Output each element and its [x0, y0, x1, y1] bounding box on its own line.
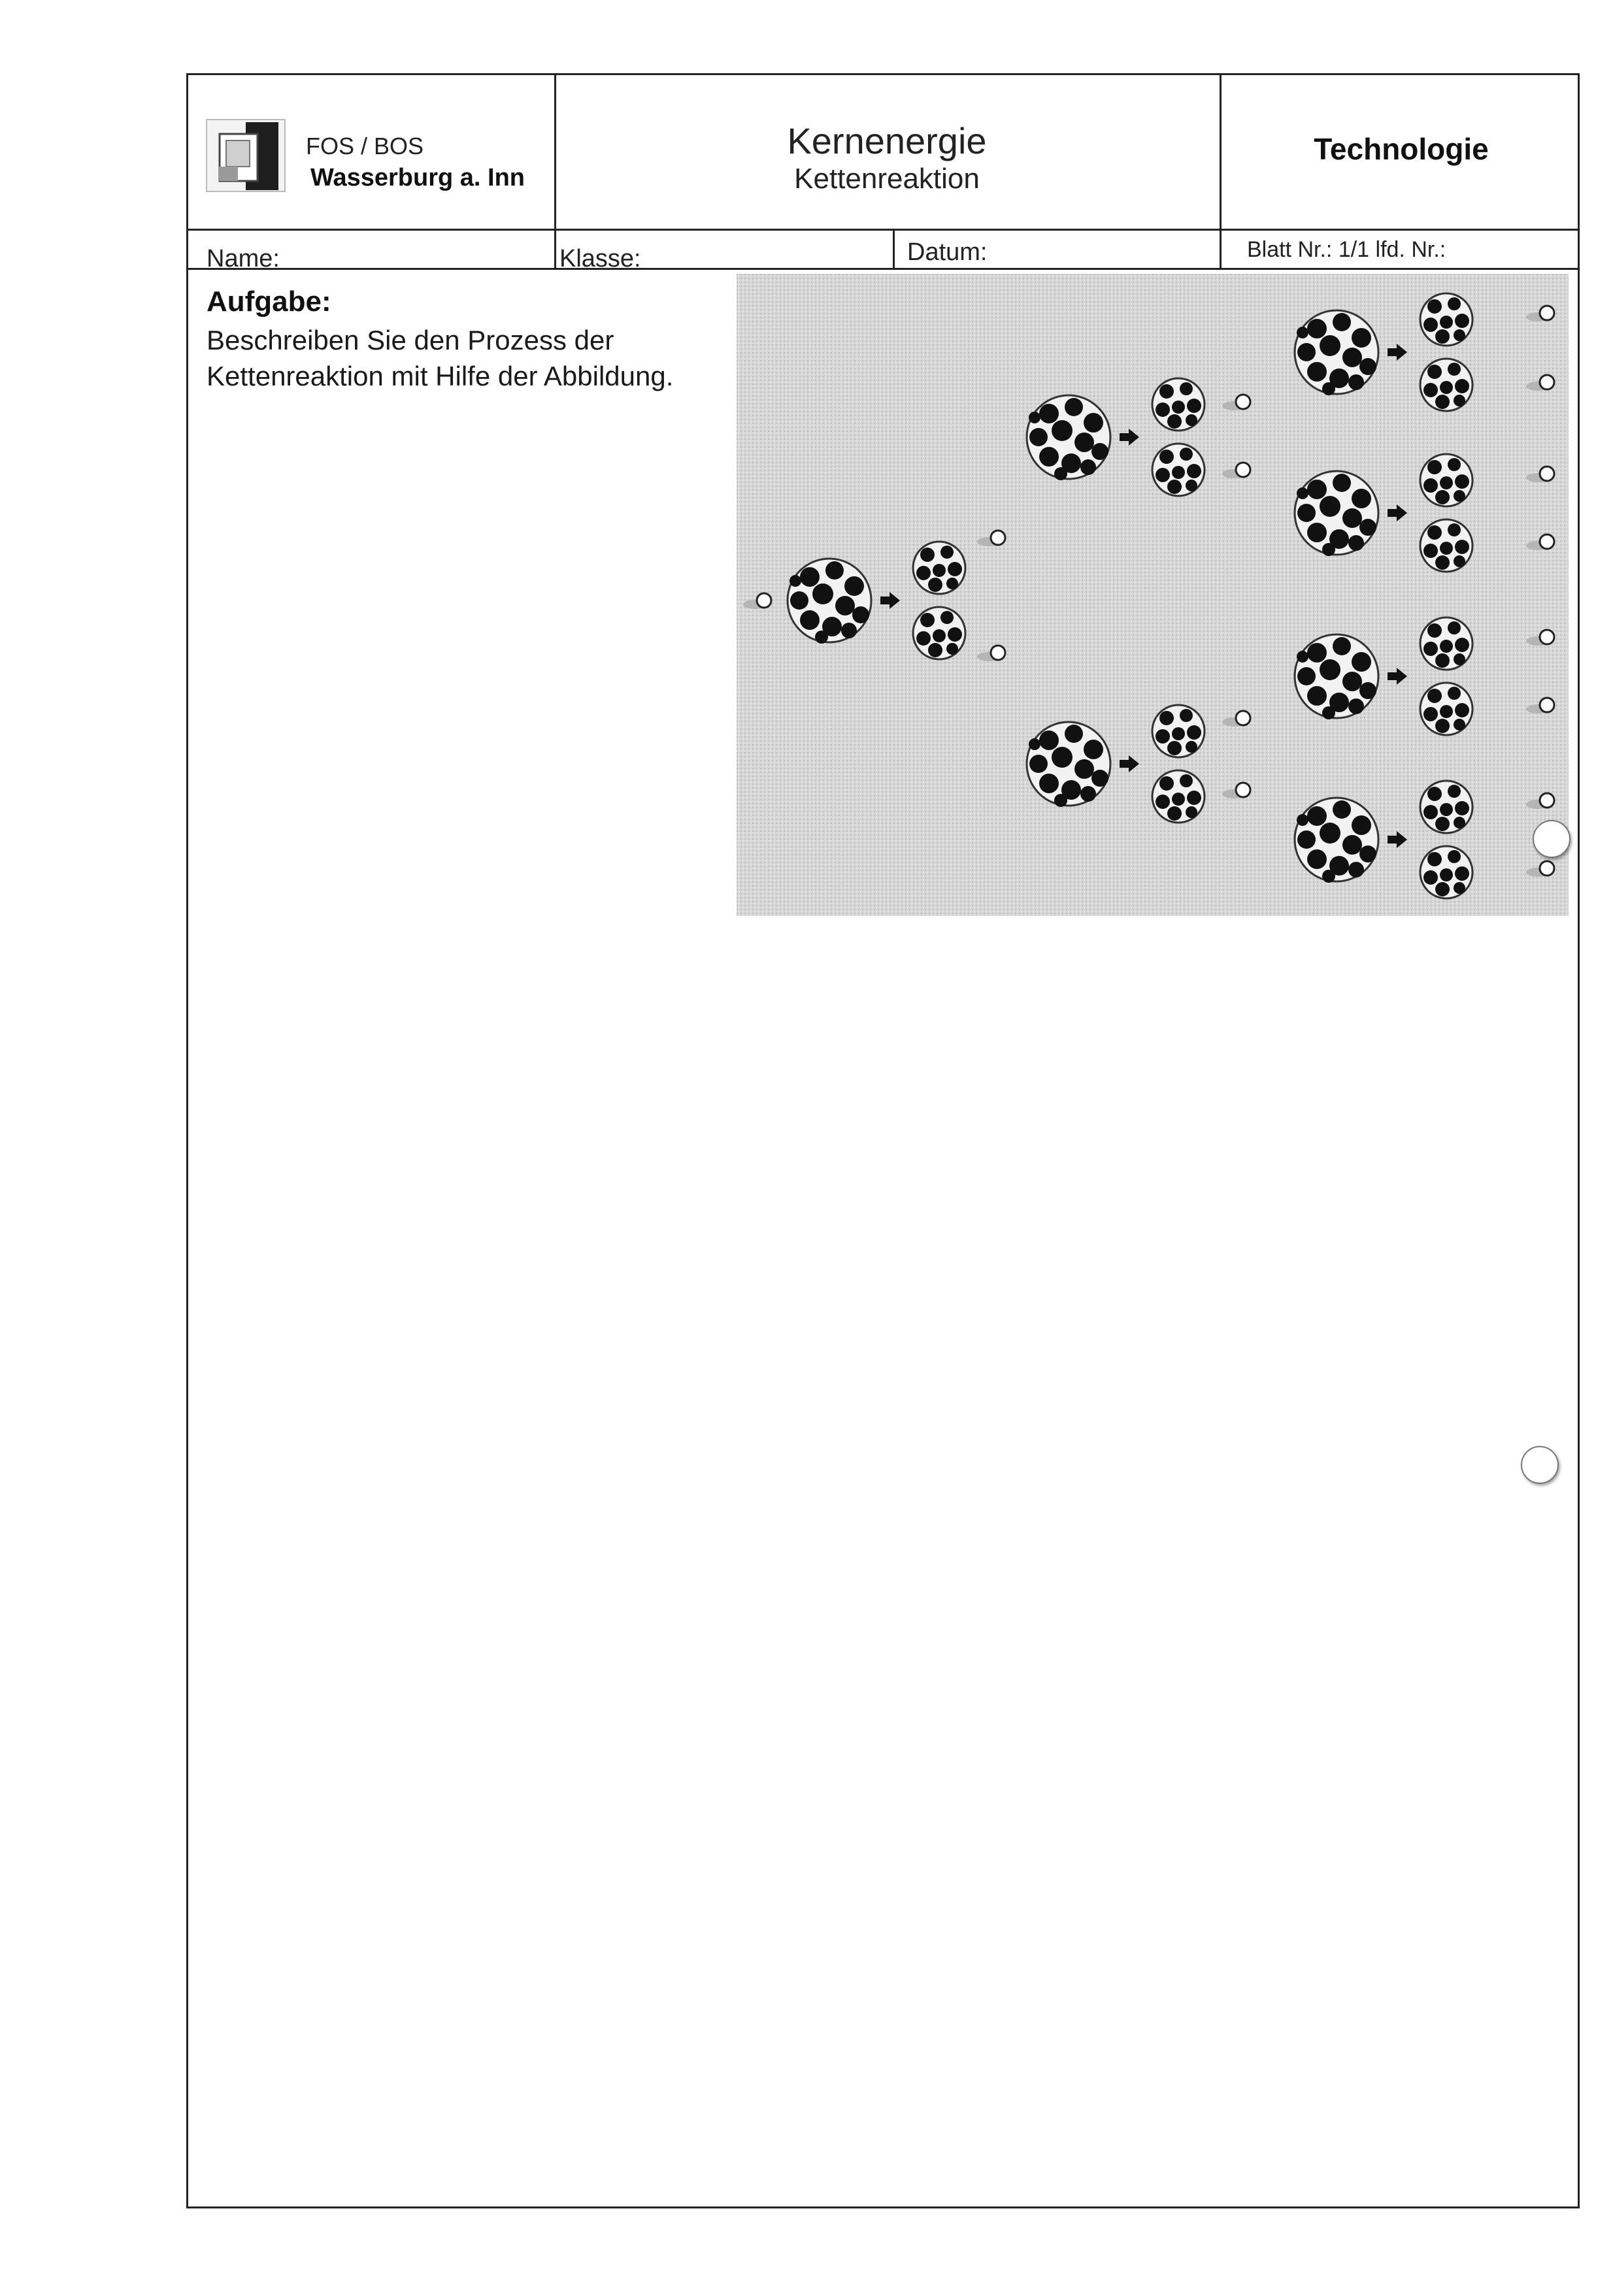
klasse-label: Klasse:	[559, 245, 641, 272]
vline-datum	[893, 229, 895, 268]
page-subtitle: Kettenreaktion	[794, 163, 980, 195]
datum-label: Datum:	[907, 238, 988, 266]
blatt-label: Blatt Nr.: 1/1 lfd. Nr.:	[1247, 237, 1446, 262]
punch-hole	[1533, 820, 1571, 858]
name-label: Name:	[207, 245, 280, 272]
page-title: Kernenergie	[787, 120, 987, 161]
punch-hole	[1521, 1446, 1559, 1484]
task-text: Beschreiben Sie den Prozess der Kettenreaktion mit Hilfe der Abbildung.	[207, 325, 674, 391]
school-type: FOS / BOS	[305, 133, 424, 159]
school-logo	[200, 113, 291, 198]
chain-reaction-figure	[737, 274, 1569, 916]
meta-divider	[188, 268, 1578, 270]
subject-label: Technologie	[1314, 132, 1489, 166]
header-divider	[188, 229, 1578, 231]
school-location: Wasserburg a. Inn	[310, 164, 525, 191]
vline-subject	[1220, 75, 1222, 268]
task-heading: Aufgabe:	[207, 286, 331, 318]
